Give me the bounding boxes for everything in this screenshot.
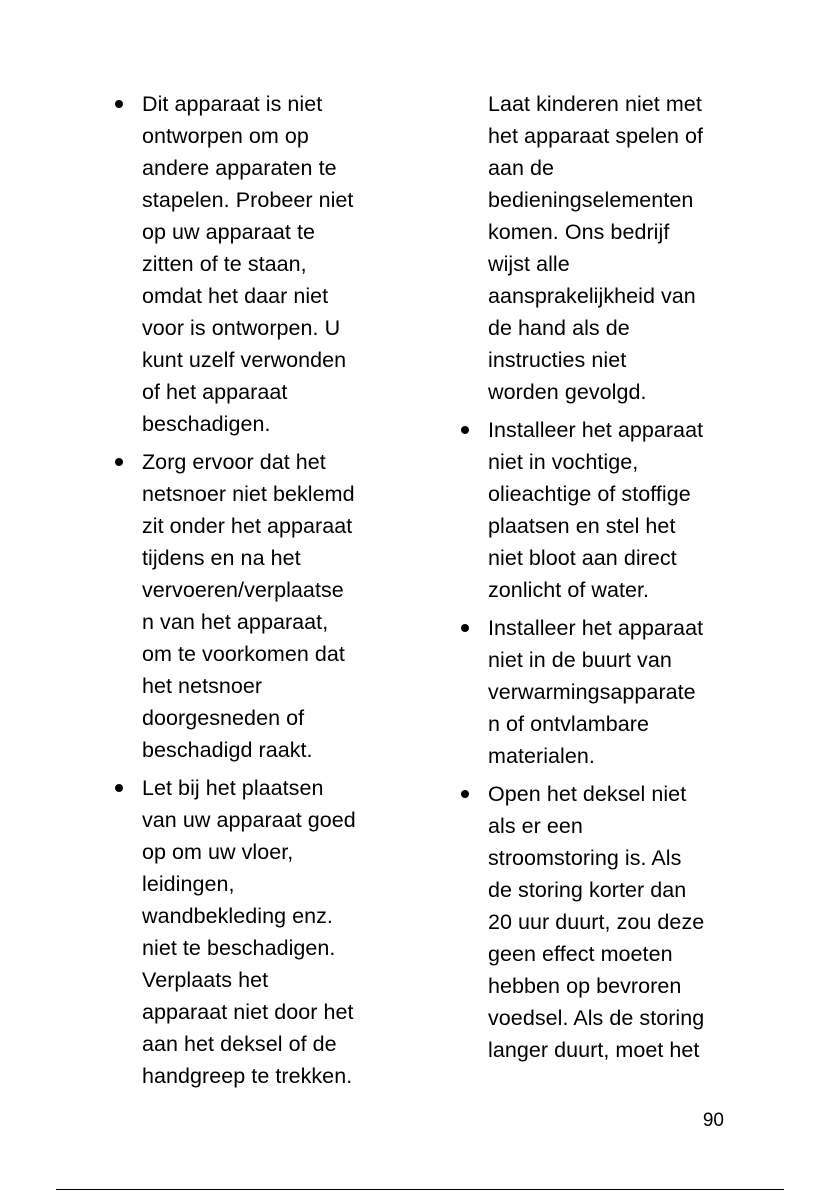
bullet-icon	[461, 426, 469, 434]
text-line: apparaat niet door het	[142, 1000, 354, 1024]
bullet-icon	[461, 790, 469, 798]
text-line: wijst alle	[488, 252, 570, 276]
text-line: voor is ontworpen. U	[142, 316, 341, 340]
text-line: 20 uur duurt, zou deze	[488, 910, 705, 934]
text-line: op uw apparaat te	[142, 220, 315, 244]
text-line: niet te beschadigen.	[142, 936, 336, 960]
text-line: Installeer het apparaat	[488, 418, 704, 442]
bullet-item	[456, 414, 746, 606]
text-line: zonlicht of water.	[488, 578, 650, 602]
text-line: doorgesneden of	[142, 706, 305, 730]
text-line: hebben op bevroren	[488, 974, 682, 998]
continued-paragraph	[456, 88, 746, 408]
text-line: Verplaats het	[142, 968, 269, 992]
text-line: n van het apparaat,	[142, 610, 329, 634]
text-line: andere apparaten te	[142, 156, 337, 180]
text-line: wandbekleding enz.	[142, 904, 333, 928]
text-line: aansprakelijkheid van	[488, 284, 696, 308]
text-line: aan het deksel of de	[142, 1032, 337, 1056]
text-line: zit onder het apparaat	[142, 514, 353, 538]
text-line: omdat het daar niet	[142, 284, 329, 308]
text-line: de hand als de	[488, 316, 630, 340]
text-line: aan de	[488, 156, 555, 180]
text-line: bedieningselementen	[488, 188, 694, 212]
text-line: tijdens en na het	[142, 546, 301, 570]
text-line: ontworpen om op	[142, 124, 309, 148]
text-line: het netsnoer	[142, 674, 263, 698]
text-line: de storing korter dan	[488, 878, 687, 902]
left-column	[110, 88, 400, 1098]
text-line: Open het deksel niet	[488, 782, 687, 806]
text-line: voedsel. Als de storing	[488, 1006, 705, 1030]
text-line: niet in vochtige,	[488, 450, 639, 474]
footer-divider	[56, 1189, 784, 1190]
text-line: om te voorkomen dat	[142, 642, 345, 666]
text-line: van uw apparaat goed	[142, 808, 356, 832]
text-line: beschadigd raakt.	[142, 738, 313, 762]
text-line: komen. Ons bedrijf	[488, 220, 670, 244]
bullet-item	[456, 612, 746, 772]
text-line: Let bij het plaatsen	[142, 776, 324, 800]
text-line: vervoeren/verplaatse	[142, 578, 344, 602]
text-line: als er een	[488, 814, 583, 838]
text-line: op om uw vloer,	[142, 840, 294, 864]
text-line: worden gevolgd.	[488, 380, 647, 404]
text-line: langer duurt, moet het	[488, 1038, 700, 1062]
text-line: Installeer het apparaat	[488, 616, 704, 640]
text-line: het apparaat spelen of	[488, 124, 704, 148]
text-line: olieachtige of stoffige	[488, 482, 691, 506]
text-line: materialen.	[488, 744, 595, 768]
text-line: plaatsen en stel het	[488, 514, 676, 538]
text-line: n of ontvlambare	[488, 712, 649, 736]
bullet-item	[110, 88, 400, 440]
text-line: Dit apparaat is niet	[142, 92, 323, 116]
right-column	[456, 88, 746, 1072]
text-line: beschadigen.	[142, 412, 271, 436]
text-line: stapelen. Probeer niet	[142, 188, 354, 212]
text-line: handgreep te trekken.	[142, 1064, 353, 1088]
text-line: instructies niet	[488, 348, 627, 372]
text-line: niet in de buurt van	[488, 648, 672, 672]
bullet-icon	[115, 100, 123, 108]
text-line: of het apparaat	[142, 380, 288, 404]
bullet-item	[456, 778, 746, 1066]
text-line: niet bloot aan direct	[488, 546, 677, 570]
text-line: Laat kinderen niet met	[488, 92, 702, 116]
text-line: Zorg ervoor dat het	[142, 450, 326, 474]
text-line: stroomstoring is. Als	[488, 846, 682, 870]
text-line: verwarmingsapparate	[488, 680, 696, 704]
bullet-item	[110, 446, 400, 766]
text-line: leidingen,	[142, 872, 235, 896]
bullet-icon	[115, 458, 123, 466]
bullet-icon	[115, 784, 123, 792]
bullet-icon	[461, 624, 469, 632]
text-line: netsnoer niet beklemd	[142, 482, 355, 506]
text-line: zitten of te staan,	[142, 252, 307, 276]
text-line: kunt uzelf verwonden	[142, 348, 347, 372]
text-line: geen effect moeten	[488, 942, 673, 966]
bullet-item	[110, 772, 400, 1092]
page-number: 90	[702, 1110, 724, 1131]
